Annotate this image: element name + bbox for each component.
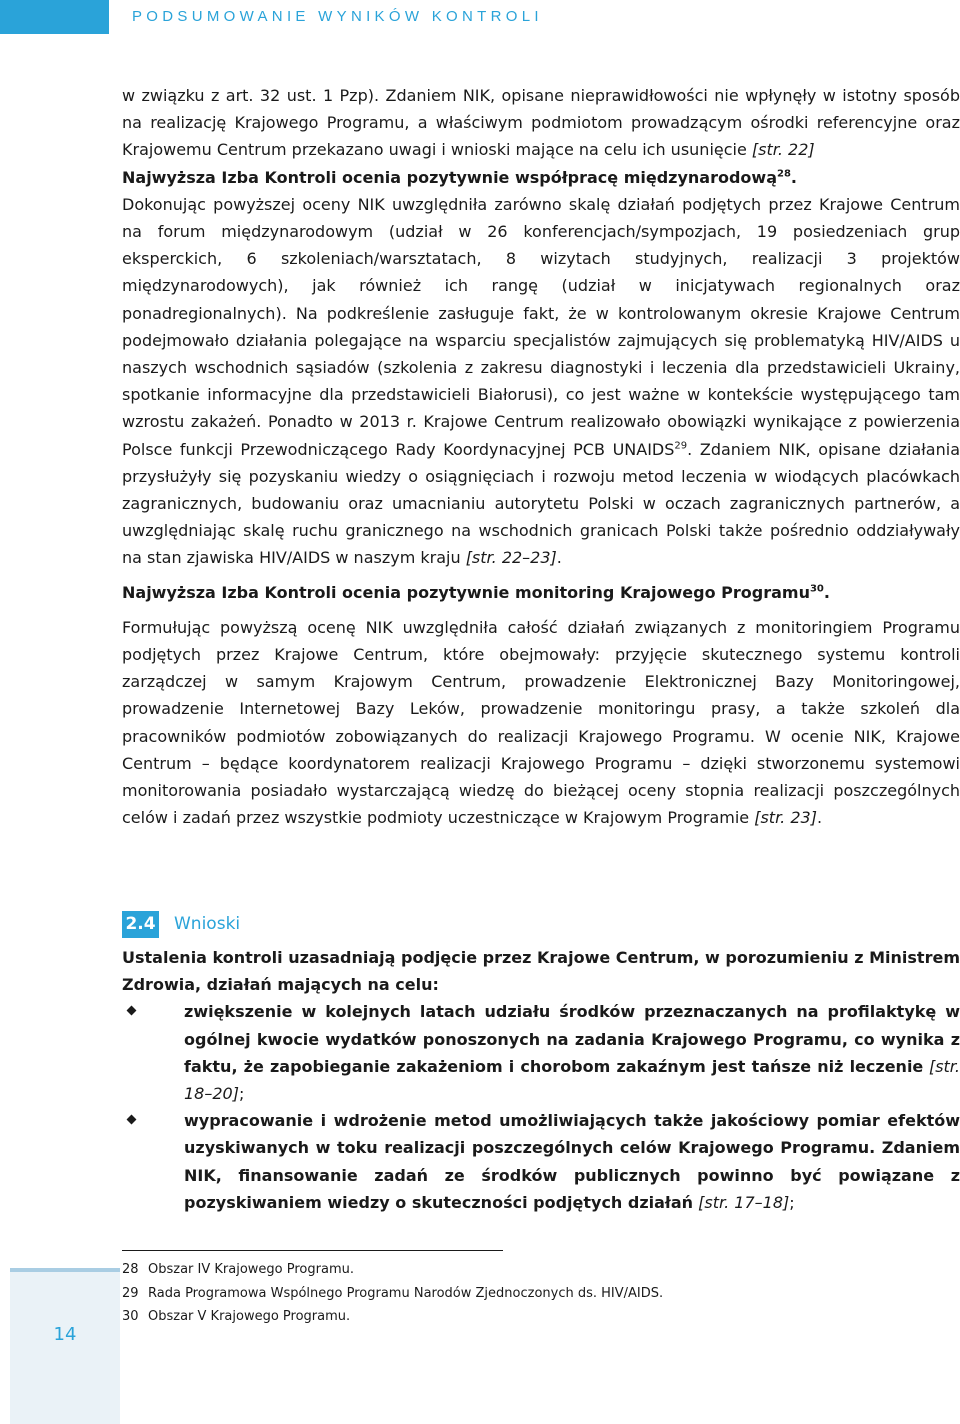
footnote-ref[interactable]: 28 <box>777 168 791 180</box>
assessment-text: Najwyższa Izba Kontroli ocenia pozytywnie współpracę międzynarodową <box>122 167 777 187</box>
intro-text: w związku z art. 32 ust. 1 Pzp). Zdaniem NIK, opisane nieprawidłowości nie wpłynęły w istotny sposób na realizację Krajowego Programu, a właściwym podmiotom prowadzącym ośrodki referencyjne oraz Krajowemu Centrum przekazano uwagi i wnioski mające na celu ich usunięcie <box>122 86 960 160</box>
footnote-number: 30 <box>122 1309 139 1324</box>
assessment-cooperation <box>122 164 960 191</box>
footnote-text: Rada Programowa Wspólnego Programu Narodów Zjednoczonych ds. HIV/AIDS. <box>148 1285 664 1301</box>
list-item <box>122 1107 960 1216</box>
page-reference: [str. 22] <box>751 140 815 160</box>
footnote-number: 28 <box>122 1262 139 1277</box>
bullet-text: zwiększenie w kolejnych latach udziału środków przeznaczanych na profilaktykę w ogólnej kwocie wydatków ponoszonych na zadania Krajowego Programu, co wynika z faktu, że zapobieganie zakażeniom i chorobom zakaźnym jest tańsze niż leczenie <box>184 1002 960 1076</box>
paragraph-end: . <box>816 808 823 828</box>
page-reference: [str. 23] <box>754 808 817 828</box>
paragraph-end: . <box>556 548 562 568</box>
monitoring-paragraph <box>122 614 960 832</box>
bullet-end: ; <box>789 1192 795 1212</box>
assessment-end: . <box>823 582 830 602</box>
section-number: 2.4 <box>122 911 159 938</box>
bullet-text: wypracowanie i wdrożenie metod umożliwiających także jakościowy pomiar efektów uzyskiwanych w toku realizacji poszczególnych celów Krajowego Programu. Zdaniem NIK, finansowanie zadań ze środków publicznych powinno być powiązane z pozyskiwaniem wiedzy o skuteczności podjętych działań <box>184 1111 960 1212</box>
header-accent-bar <box>0 0 109 34</box>
page-number: 14 <box>53 1324 77 1345</box>
assessment-text: Najwyższa Izba Kontroli ocenia pozytywnie monitoring Krajowego Programu <box>122 582 810 602</box>
page-number-box <box>10 1268 120 1424</box>
running-header: PODSUMOWANIE WYNIKÓW KONTROLI <box>132 8 543 25</box>
conclusions-block <box>122 944 960 1216</box>
conclusions-list <box>122 998 960 1216</box>
list-item <box>122 998 960 1107</box>
paragraph-text: Dokonując powyższej oceny NIK uwzględniła zarówno skalę działań podjętych przez Krajowe Centrum na forum międzynarodowym (udział w 26 konferencjach/sympozjach, 19 posiedzeniach grup eksperckich, 6 szkoleniach/warsztatach, 8 wizytach studyjnych, realizacji 3 projektów międzynarodowych), jak również ich rangę (udział w inicjatywach regionalnych oraz ponadregionalnych). Na podkreślenie zasługuje fakt, że w kontrolowanym okresie Krajowe Centrum podejmowało działania polegające na wsparciu specjalistów zajmujących się problematyką HIV/AIDS u naszych wschodnich sąsiadów (szkolenia z zakresu diagnostyki i leczenia dla przedstawicieli Ukrainy, spotkanie informacyjne dla przedstawicieli Białorusi), co jest ważne w kontekście występującego tam wzrostu zakażeń. Ponadto w 2013 r. Krajowe Centrum realizowało obowiązki wynikające z powierzenia Polsce funkcji Przewodniczącego Rady Koordynacyjnej PCB UNAIDS <box>122 194 960 459</box>
diamond-bullet-icon <box>127 1006 137 1016</box>
bullet-end: ; <box>238 1084 245 1104</box>
intro-paragraph <box>122 82 960 164</box>
paragraph-text: . Zdaniem NIK, opisane działania przysłużyły się pozyskaniu wiedzy o osiągnięciach i rozwoju metod leczenia w wiodących placówkach zagranicznych, budowaniu oraz umacnianiu autorytetu Polski w oczach zagranicznych partnerów, a uwzględniając skalę ruchu granicznego na wschodnich granicach Polski także pośrednio oddziaływały na stan zjawiska HIV/AIDS w naszym kraju <box>122 439 960 568</box>
footnote-number: 29 <box>122 1285 139 1301</box>
cooperation-paragraph <box>122 191 960 572</box>
section-title: Wnioski <box>174 914 241 934</box>
page-reference: [str. 17–18] <box>698 1192 790 1212</box>
conclusions-intro: Ustalenia kontroli uzasadniają podjęcie przez Krajowe Centrum, w porozumieniu z Ministrem Zdrowia, działań mających na celu: <box>122 948 960 995</box>
page-reference: [str. 18–20] <box>184 1056 960 1104</box>
footnote-ref[interactable]: 30 <box>809 583 824 595</box>
assessment-end: . <box>790 167 797 187</box>
footnote <box>122 1282 922 1306</box>
footnote-text: Obszar V Krajowego Programu. <box>148 1309 351 1324</box>
footnote <box>122 1258 922 1282</box>
main-content <box>122 82 960 831</box>
page-reference: [str. 22–23] <box>465 548 557 568</box>
paragraph-text: Formułując powyższą ocenę NIK uwzględniła całość działań związanych z monitoringiem Programu podjętych przez Krajowe Centrum, które obejmowały: przyjęcie skutecznego systemu kontroli zarządczej w samym Krajowym Centrum, prowadzenie Elektronicznej Bazy Monitoringowej, prowadzenie Internetowej Bazy Leków, prowadzenie monitoringu prasy, a także szkoleń dla pracowników podmiotów zobowiązanych do realizacji Krajowego Programu. W ocenie NIK, Krajowe Centrum – będące koordynatorem realizacji Krajowego Programu – dzięki stworzonemu systemowi monitorowania posiadało wystarczającą wiedzę do bieżącej oceny stopnia realizacji poszczególnych celów i zadań przez wszystkie podmioty uczestniczące w Krajowym Programie <box>122 617 960 828</box>
footnote-text: Obszar IV Krajowego Programu. <box>148 1262 354 1277</box>
diamond-bullet-icon <box>127 1115 137 1125</box>
footnotes <box>122 1258 922 1329</box>
footnote-divider <box>122 1250 503 1251</box>
footnote-ref[interactable]: 29 <box>674 440 688 452</box>
assessment-monitoring <box>122 579 960 606</box>
footnote <box>122 1305 922 1329</box>
page-box-accent <box>10 1268 120 1272</box>
